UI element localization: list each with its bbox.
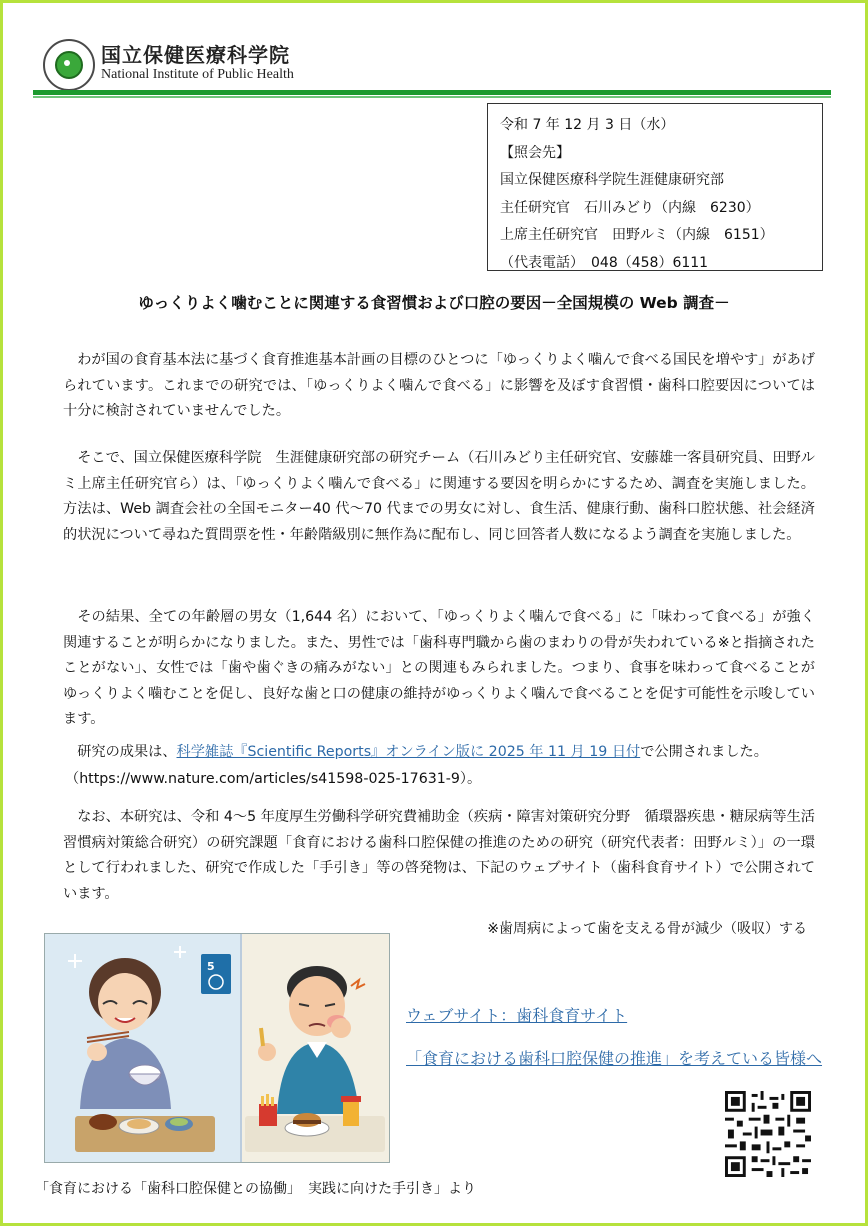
- document-title: ゆっくりよく噛むことに関連する食習慣および口腔の要因－全国規模の Web 調査－: [138, 294, 730, 312]
- header-rule-thin: [33, 96, 831, 98]
- contact-phone: （代表電話） 048（458）6111: [500, 254, 709, 271]
- paragraph-method: そこで、国立保健医療科学院 生涯健康研究部の研究チーム（石川みどり主任研究官、安藤雄一客員研究員、田野ルミ上席主任研究官ら）は、「ゆっくりよく噛んで食べる」に関連する要因を明らかにするため、調査を実施しました。方法は、Web 調査会社の全国モニター40 代～70 代までの男女に対し、食生活、健康行動、歯科口腔状態、社会経済的状況について尋ねた質問票を性・年齢階級別に無作為に配布し、同じ回答者人数になるよう調査を実施しました。: [63, 450, 815, 543]
- publication-suffix: で公開されました。: [640, 744, 768, 760]
- header-rule: [33, 90, 831, 95]
- paragraph-publication: [63, 740, 815, 766]
- dental-food-site-link[interactable]: ウェブサイト：歯科食育サイト: [406, 1006, 628, 1025]
- contact-person-1: 主任研究官 石川みどり（内線 6230）: [500, 199, 760, 216]
- illustration: [44, 933, 390, 1163]
- contact-department: 国立保健医療科学院生涯健康研究部: [500, 172, 724, 189]
- illustration-caption: 「食育における「歯科口腔保健との協働」 実践に向けた手引き」より: [35, 1181, 476, 1197]
- footnote: ※歯周病によって歯を支える骨が減少（吸収）する: [487, 921, 807, 937]
- eating-comparison-illustration: [45, 934, 389, 1162]
- paragraph-funding: なお、本研究は、令和 4～5 年度厚生労働科学研究費補助金（疾病・障害対策研究分野 循環器疾患・糖尿病等生活習慣病対策総合研究）の研究課題「食育における歯科口腔保健の推進のための研究（研究代表者：田野ルミ）」の一環として行われました、研究で作成した「手引き」等の啓発物は、下記のウェブサイト（歯科食育サイト）で公開されています。: [63, 809, 815, 902]
- paragraph-results: その結果、全ての年齢層の男女（1,644 名）において、「ゆっくりよく噛んで食べる」に「味わって食べる」が強く関連することが明らかになりました。また、男性では「歯科専門職から歯のまわりの骨が失われている※と指摘されたことがない」、女性では「歯や歯ぐきの痛みがない」との関連もみられました。つまり、食事を味わって食べることがゆっくりよく噛むことを促し、良好な歯と口の健康の維持がゆっくりよく噛んで食べることを促す可能性を示唆しています。: [63, 609, 815, 727]
- org-name-en: National Institute of Public Health: [101, 67, 294, 82]
- institute-seal-logo: [43, 39, 95, 91]
- dental-health-promotion-link[interactable]: 「食育における歯科口腔保健の推進」を考えている皆様へ: [406, 1049, 823, 1068]
- publication-prefix: 研究の成果は、: [77, 744, 177, 760]
- article-url: （https://www.nature.com/articles/s41598-025-17631-9）。: [65, 771, 482, 787]
- contact-box: [487, 103, 823, 271]
- release-date: 令和 7 年 12 月 3 日（水）: [500, 117, 675, 133]
- contact-person-2: 上席主任研究官 田野ルミ（内線 6151）: [500, 227, 774, 244]
- journal-link[interactable]: 科学雑誌『Scientific Reports』オンライン版に 2025 年 11 月 19 日付: [176, 744, 641, 760]
- sdg-badge-number: 5: [207, 960, 215, 973]
- org-name-ja: 国立保健医療科学院: [101, 43, 290, 67]
- contact-heading: 【照会先】: [500, 144, 570, 161]
- qr-code-icon[interactable]: [725, 1091, 811, 1177]
- paragraph-background: わが国の食育基本法に基づく食育推進基本計画の目標のひとつに「ゆっくりよく噛んで食べる国民を増やす」があげられています。これまでの研究では、「ゆっくりよく噛んで食べる」に影響を及ぼす食習慣・歯科口腔要因については十分に検討されていませんでした。: [63, 352, 815, 419]
